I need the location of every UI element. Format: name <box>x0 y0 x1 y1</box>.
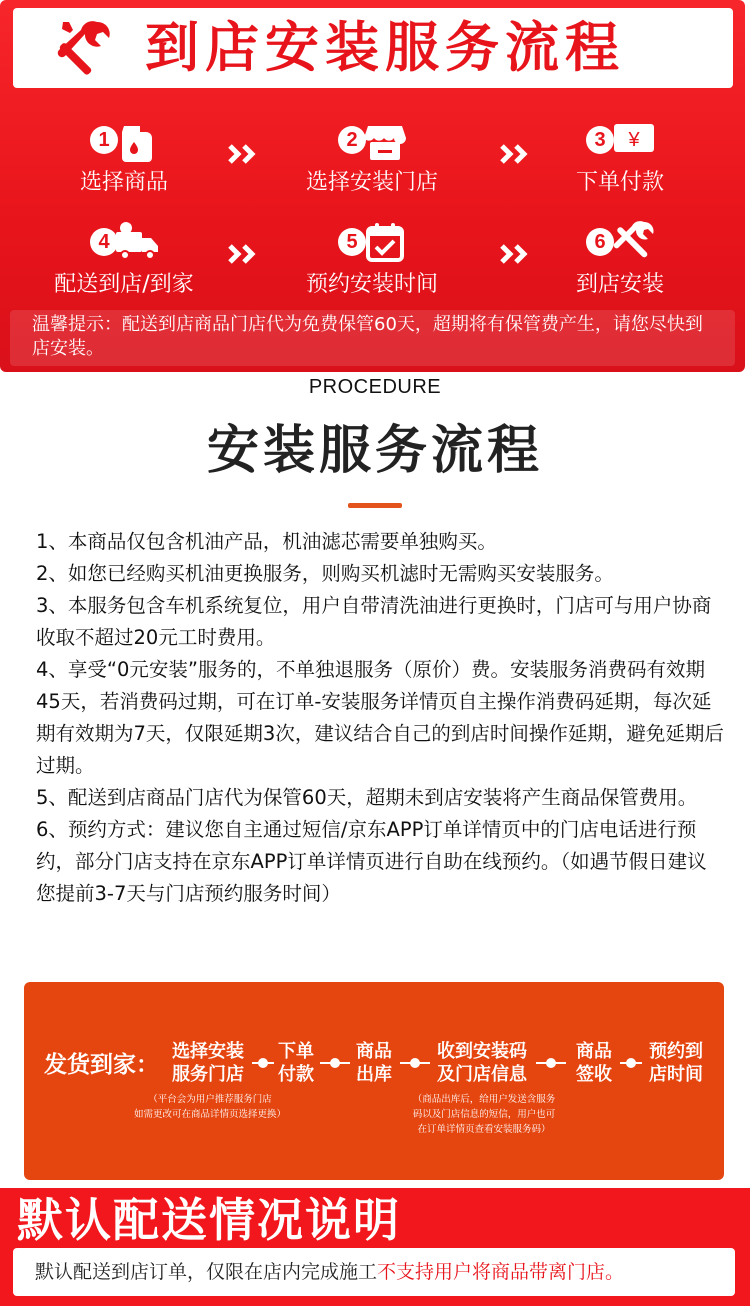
delivery-step <box>644 1040 708 1086</box>
delivery-step-line: 商品 <box>576 1041 612 1062</box>
notice-text: 默认配送到店订单，仅限在店内完成施工 <box>35 1261 378 1283</box>
connector-dot <box>626 1058 636 1068</box>
double-chevron-right-icon <box>226 242 266 266</box>
delivery-step <box>276 1040 316 1086</box>
delivery-step <box>572 1040 616 1086</box>
step-label: 预约安装时间 <box>305 272 438 297</box>
step-label: 选择商品 <box>79 170 168 195</box>
delivery-step <box>168 1040 248 1086</box>
store-icon <box>362 118 408 164</box>
default-delivery-notice <box>13 1248 735 1296</box>
yuan-symbol: ¥ <box>628 129 640 151</box>
step-number: 2 <box>338 126 366 154</box>
step-number: 1 <box>90 126 118 154</box>
step-number: 4 <box>90 228 118 256</box>
delivery-step-line: 签收 <box>576 1064 612 1085</box>
rule-item: 3、本服务包含车机系统复位，用户自带清洗油进行更换时，门店可与用户协商收取不超过20元工时费用。 <box>36 594 712 649</box>
delivery-step-line: 及门店信息 <box>437 1064 527 1085</box>
step-number: 3 <box>586 126 614 154</box>
step-install <box>520 220 720 310</box>
procedure-english-heading: PROCEDURE <box>308 376 442 398</box>
double-chevron-right-icon <box>498 242 538 266</box>
note-line: 码以及门店信息的短信，用户也可 <box>412 1109 556 1120</box>
step-number: 5 <box>338 228 366 256</box>
step-number: 6 <box>586 228 614 256</box>
step-select-product <box>24 118 224 208</box>
rule-item: 6、预约方式：建议您自主通过短信/京东APP订单详情页中的门店电话进行预约，部分门店支持在京东APP订单详情页进行自助在线预约。（如遇节假日建议您提前3-7天与门店预约服务时间） <box>36 818 707 905</box>
double-chevron-right-icon <box>226 142 266 166</box>
wrench-screwdriver-icon <box>53 18 115 80</box>
delivery-step-line: 服务门店 <box>172 1064 244 1085</box>
step-delivery <box>24 220 224 310</box>
page-title: 到店安装服务流程 <box>145 16 625 79</box>
delivery-step-line: 下单 <box>278 1041 314 1062</box>
delivery-step <box>352 1040 396 1086</box>
default-delivery-panel <box>0 1188 750 1306</box>
home-delivery-flow <box>24 982 724 1180</box>
tools-icon <box>610 220 656 266</box>
double-chevron-right-icon <box>498 142 538 166</box>
store-recommend-note <box>120 1092 300 1122</box>
note-line: （商品出库后，给用户发送含服务 <box>412 1094 556 1105</box>
delivery-step-line: 付款 <box>278 1064 314 1085</box>
connector-dot <box>258 1058 268 1068</box>
step-pay <box>520 118 720 208</box>
note-line: 在订单详情页查看安装服务码） <box>417 1124 551 1135</box>
delivery-truck-icon <box>114 220 160 266</box>
delivery-step-line: 选择安装 <box>172 1041 244 1062</box>
rule-item: 4、享受“0元安装”服务的，不单独退服务（原价）费。安装服务消费码有效期45天，若消费码过期，可在订单-安装服务详情页自主操作消费码延期，每次延期有效期为7天，仅限延期3次，建议结合自己的到店时间操作延期，避免延期后过期。 <box>36 658 724 777</box>
step-label: 到店安装 <box>575 272 664 297</box>
connector-dot <box>410 1058 420 1068</box>
delivery-label: 发货到家： <box>44 1052 159 1078</box>
service-code-note <box>394 1092 574 1137</box>
calendar-check-icon <box>362 220 408 266</box>
rule-item: 2、如您已经购买机油更换服务，则购买机滤时无需购买安装服务。 <box>36 562 614 585</box>
step-label: 下单付款 <box>575 170 664 195</box>
connector-dot <box>330 1058 340 1068</box>
warm-tip: 温馨提示：配送到店商品门店代为免费保管60天，超期将有保管费产生，请您尽快到店安装。 <box>10 310 735 366</box>
rule-item: 5、配送到店商品门店代为保管60天，超期未到店安装将产生商品保管费用。 <box>36 786 698 809</box>
step-label: 配送到店/到家 <box>54 272 194 297</box>
step-select-store <box>272 118 472 208</box>
oil-bottle-icon <box>114 118 160 164</box>
step-book-time <box>272 220 472 310</box>
delivery-step-line: 预约到 <box>649 1041 703 1062</box>
delivery-step-line: 店时间 <box>649 1064 703 1085</box>
step-label: 选择安装门店 <box>305 170 438 195</box>
delivery-step-line: 收到安装码 <box>437 1041 527 1062</box>
procedure-title: 安装服务流程 <box>206 421 543 481</box>
default-delivery-title: 默认配送情况说明 <box>17 1193 401 1247</box>
title-underline <box>348 503 402 508</box>
title-bar <box>13 8 733 88</box>
note-line: （平台会为用户推荐服务门店 <box>148 1094 272 1105</box>
rule-item: 1、本商品仅包含机油产品，机油滤芯需要单独购买。 <box>36 530 497 553</box>
notice-warning: 不支持用户将商品带离门店。 <box>377 1261 625 1283</box>
delivery-step-line: 商品 <box>356 1041 392 1062</box>
note-line: 如需更改可在商品详情页选择更换） <box>133 1109 286 1120</box>
install-flow-panel <box>0 0 745 372</box>
connector-dot <box>546 1058 556 1068</box>
yuan-card-icon <box>610 118 656 164</box>
rules-list <box>36 526 726 910</box>
delivery-step-line: 出库 <box>356 1064 392 1085</box>
delivery-step <box>432 1040 532 1086</box>
